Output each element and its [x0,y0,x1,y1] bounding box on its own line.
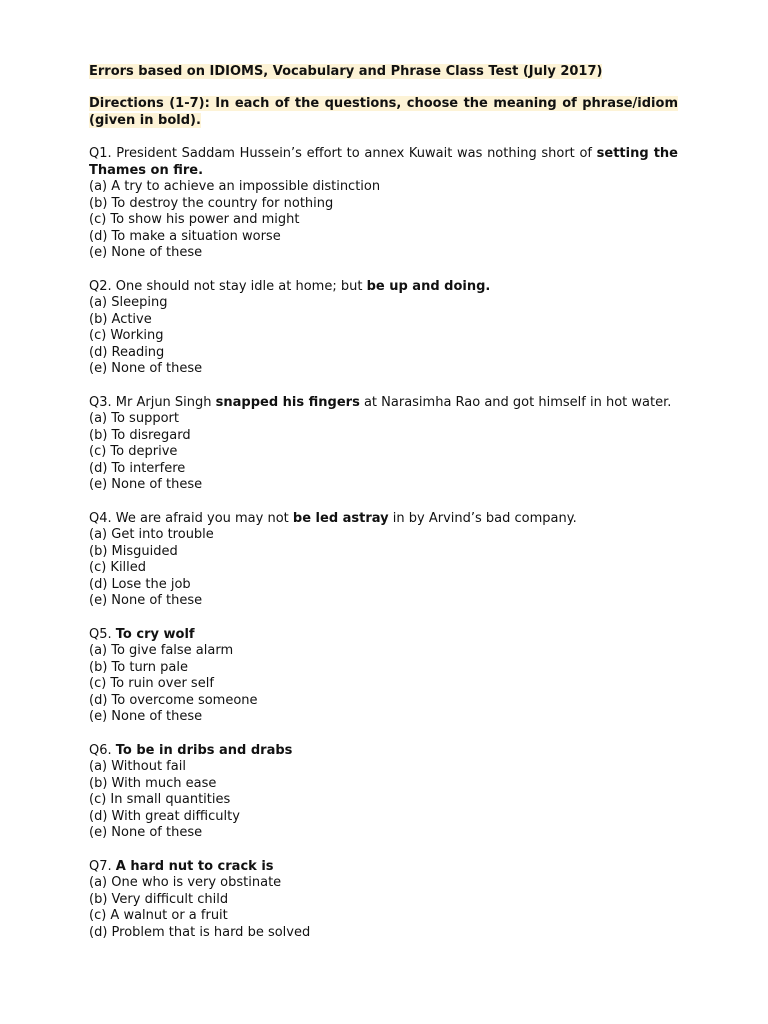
answer-option: (c) To show his power and might [89,212,300,227]
answer-option: (a) A try to achieve an impossible distinction [89,179,381,194]
answer-option: (d) To interfere [89,460,186,476]
answer-option: (e) None of these [89,245,203,260]
answer-option: (b) Misguided [89,543,178,559]
question-idiom: snapped his fingers [215,394,360,410]
answer-option: (b) Active [89,311,152,327]
question-text [89,743,678,760]
question-text-before: We are afraid you may not [111,510,293,526]
answer-option: (c) Killed [89,560,147,575]
question-number: Q2. [89,278,112,294]
question-idiom: To cry wolf [115,626,195,642]
answer-option: (d) To overcome someone [89,692,258,708]
answer-option: (a) One who is very obstinate [89,875,282,890]
document-page [89,62,678,958]
question-6 [89,743,678,842]
answer-option: (b) To turn pale [89,659,188,675]
question-text [89,627,678,644]
answer-option: (c) A walnut or a fruit [89,908,228,923]
directions-text: Directions (1-7): In each of the questions, choose the meaning of phrase/idiom (given in bold). [89,96,678,128]
question-idiom: be led astray [292,510,389,526]
question-list [89,146,678,941]
question-text [89,146,678,179]
question-text-before: President Saddam Hussein’s effort to annex Kuwait was nothing short of [111,146,597,161]
question-number: Q5. [89,626,112,642]
question-1 [89,146,678,262]
answer-option: (a) To give false alarm [89,643,234,658]
answer-option: (e) None of these [89,709,203,724]
question-text-before: Mr Arjun Singh [111,394,216,410]
question-text [89,511,678,528]
question-text [89,859,678,876]
question-number: Q4. [89,510,112,526]
answer-option: (e) None of these [89,825,203,840]
answer-option: (a) Without fail [89,759,186,774]
answer-option: (a) To support [89,411,179,426]
question-idiom: A hard nut to crack is [115,858,274,874]
question-text-after: at Narasimha Rao and got himself in hot water. [359,394,672,410]
question-3 [89,395,678,494]
question-idiom: setting the Thames on fire. [89,146,679,178]
question-4 [89,511,678,610]
answer-option: (c) To deprive [89,444,178,459]
question-idiom: To be in dribs and drabs [115,742,293,758]
document-title-block [89,62,678,81]
answer-option: (e) None of these [89,477,203,492]
question-number: Q3. [89,394,112,410]
answer-option: (b) Very difficult child [89,891,229,907]
question-text-after: in by Arvind’s bad company. [388,510,577,526]
answer-option: (a) Sleeping [89,295,168,310]
question-number: Q6. [89,742,112,758]
question-idiom: be up and doing. [366,278,491,294]
question-2 [89,279,678,378]
answer-option: (d) To make a situation worse [89,228,281,244]
directions-block [89,95,678,129]
question-text-before: One should not stay idle at home; but [111,278,367,294]
answer-option: (d) Problem that is hard be solved [89,924,311,940]
answer-option: (b) To disregard [89,427,191,443]
answer-option: (e) None of these [89,361,203,376]
answer-option: (a) Get into trouble [89,527,214,542]
answer-option: (e) None of these [89,593,203,608]
answer-option: (c) To ruin over self [89,676,214,691]
question-text [89,279,678,296]
question-5 [89,627,678,726]
answer-option: (d) Lose the job [89,576,191,592]
answer-option: (d) With great difficulty [89,808,240,824]
document-title: Errors based on IDIOMS, Vocabulary and Phrase Class Test (July 2017) [89,64,603,79]
answer-option: (b) To destroy the country for nothing [89,195,334,211]
answer-option: (c) In small quantities [89,792,231,807]
answer-option: (d) Reading [89,344,165,360]
answer-option: (b) With much ease [89,775,217,791]
question-number: Q7. [89,858,112,874]
question-number: Q1. [89,146,112,161]
answer-option: (c) Working [89,328,164,343]
question-text [89,395,678,412]
question-7 [89,859,678,942]
